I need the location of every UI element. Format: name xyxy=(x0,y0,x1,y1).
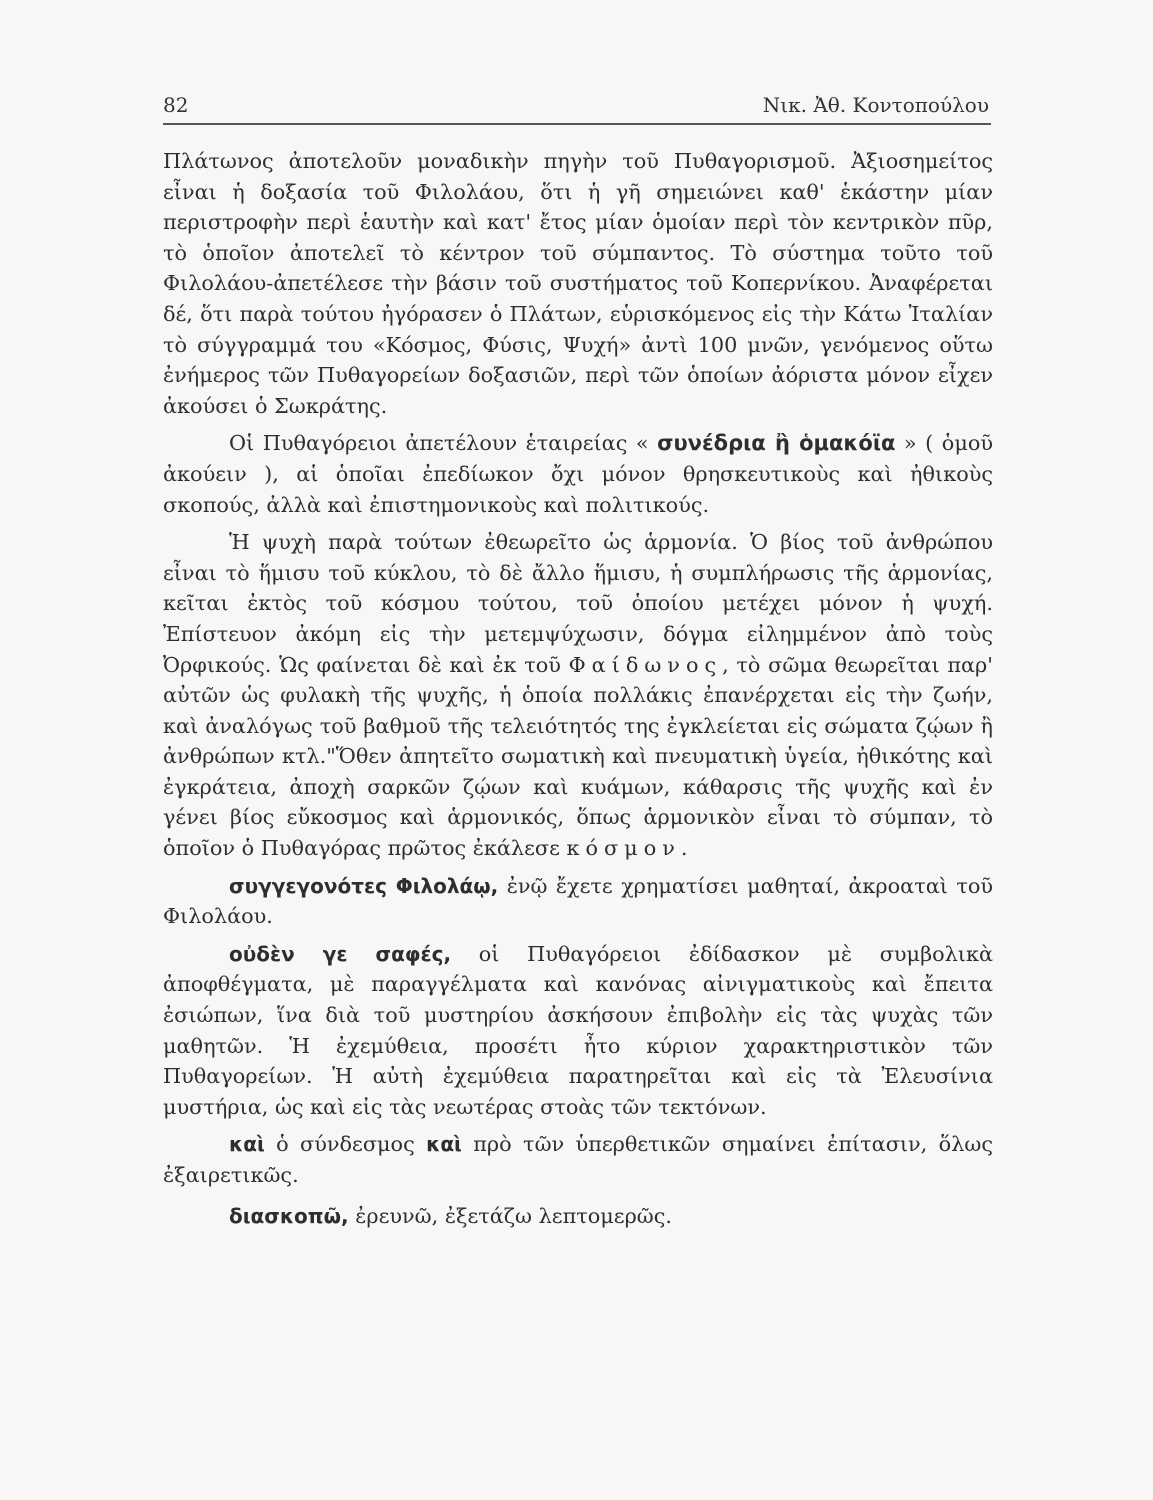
running-header xyxy=(163,93,991,125)
gloss-text-3: πρὸ τῶν ὑπερθετικῶν σημαίνει ἐπίτασιν, ὅλως ἐξαιρετικῶς. xyxy=(163,1132,993,1187)
gloss-term-4: διασκοπῶ, xyxy=(229,1203,349,1228)
gloss-entry-1 xyxy=(163,871,993,932)
paragraph-3-part1: Ἡ ψυχὴ παρὰ τούτων ἐθεωρεῖτο ὡς ἁρμονία. Ὁ βίος τοῦ ἀνθρώπου εἶναι τὸ ἥμισυ τοῦ κύκλου, τὸ δὲ ἄλλο ἥμισυ, ἡ συμπλήρωσις τῆς ἁρμονίας, κεῖται ἐκτὸς τοῦ κόσμου τούτου, τοῦ ὁποίου μετέχει μόνον ἡ ψυχή. Ἐπίστευον ἀκόμη εἰς τὴν μετεμψύχωσιν, δόγμα εἰλημμένον ἀπὸ τοὺς Ὀρφικούς. Ὡς φαίνεται δὲ καὶ ἐκ τοῦ xyxy=(163,530,993,677)
gloss-term-1: συγγεγονότες Φιλολάῳ, xyxy=(229,873,499,898)
gloss-text-4: ἐρευνῶ, ἐξετάζω λεπτομερῶς. xyxy=(348,1203,673,1228)
paragraph-3-part2: , τὸ σῶμα θεωρεῖται παρ' αὐτῶν ὡς φυλακὴ τῆς ψυχῆς, ἡ ὁποία πολλάκις ἐπανέρχεται εἰς τὴν ζωήν, καὶ ἀναλόγως τοῦ βαθμοῦ τῆς τελειότητός της ἐγκλείεται εἰς σώματα ζῴων ἢ ἀνθρώπων κτλ."Ὅθεν ἀπητεῖτο σωματικὴ καὶ πνευματικὴ ὑγεία, ἠθικότης καὶ ἐγκράτεια, ἀποχὴ σαρκῶν ζῴων καὶ κυάμων, κάθαρσις τῆς ψυχῆς καὶ ἐν γένει βίος εὔκοσμος καὶ ἁρμονικός, ὅπως ἁρμονικὸν εἶναι τὸ σύμπαν, τὸ ὁποῖον ὁ Πυθαγόρας πρῶτος ἐκάλεσε xyxy=(163,652,994,861)
running-author: Νικ. Ἀθ. Κοντοπούλου xyxy=(762,93,989,117)
paragraph-2-before: Οἱ Πυθαγόρειοι ἀπετέλουν ἑταιρείας « xyxy=(229,431,658,456)
spaced-kosmon: κόσμον xyxy=(566,836,681,861)
gloss-entry-4 xyxy=(163,1201,993,1232)
paragraph-2 xyxy=(163,428,993,520)
paragraph-3-part3: . xyxy=(680,836,688,861)
gloss-mid-3: ὁ σύνδεσμος xyxy=(264,1132,427,1157)
gloss-text-1: ἐνῷ ἔχετε χρηματίσει μαθηταί, ἀκροαταὶ τοῦ Φιλολάου. xyxy=(163,873,993,929)
gloss-text-2: οἱ Πυθαγόρειοι ἐδίδασκον μὲ συμβολικὰ ἀποφθέγματα, μὲ παραγγέλματα καὶ κανόνας αἰνιγματικοὺς καὶ ἔπειτα ἐσιώπων, ἵνα διὰ τοῦ μυστηρίου ἀσκήσουν ἐπιβολὴν εἰς τὰς ψυχὰς τῶν μαθητῶν. Ἡ ἐχεμύθεια, προσέτι ἦτο κύριον χαρακτηριστικὸν τῶν Πυθαγορείων. Ἡ αὐτὴ ἐχεμύθεια παρατηρεῖται καὶ εἰς τὰ Ἐλευσίνια μυστήρια, ὡς καὶ εἰς τὰς νεωτέρας στοὰς τῶν τεκτόνων. xyxy=(163,941,993,1119)
gloss-entry-2 xyxy=(163,939,993,1123)
term-synedria: συνέδρια ἢ ὁμακόϊα xyxy=(657,431,896,456)
paragraph-1 xyxy=(163,146,993,421)
gloss-term-3b: καὶ xyxy=(426,1132,462,1157)
gloss-term-2: οὐδὲν γε σαφές, xyxy=(229,941,452,966)
gloss-entry-3 xyxy=(163,1129,993,1190)
page-body xyxy=(163,146,993,1238)
page-number: 82 xyxy=(163,93,189,117)
paragraph-1-text: Πλάτωνος ἀποτελοῦν μοναδικὴν πηγὴν τοῦ Πυθαγορισμοῦ. Ἀξιοσημείτος εἶναι ἡ δοξασία τοῦ Φιλολάου, ὅτι ἡ γῆ σημειώνει καθ' ἑκάστην μίαν περιστροφὴν περὶ ἑαυτὴν καὶ κατ' ἔτος μίαν ὁμοίαν περὶ τὸν κεντρικὸν πῦρ, τὸ ὁποῖον ἀποτελεῖ τὸ κέντρον τοῦ σύμπαντος. Τὸ σύστημα τοῦτο τοῦ Φιλολάου-ἀπετέλεσε τὴν βάσιν τοῦ συστήματος τοῦ Κοπερνίκου. Ἀναφέρεται δέ, ὅτι παρὰ τούτου ἠγόρασεν ὁ Πλάτων, εὑρισκόμενος εἰς τὴν Κάτω Ἰταλίαν τὸ σύγγραμμά του «Κόσμος, Φύσις, Ψυχή» ἀντὶ 100 μνῶν, γενόμενος οὕτω ἐνήμερος τῶν Πυθαγορείων δοξασιῶν, περὶ τῶν ὁποίων ἀόριστα μόνον εἶχεν ἀκούσει ὁ Σωκράτης. xyxy=(163,149,993,418)
paragraph-2-after: » ( ὁμοῦ ἀκούειν ), αἱ ὁποῖαι ἐπεδίωκον ὄχι μόνον θρησκευτικοὺς καὶ ἠθικοὺς σκοπούς, ἀλλὰ καὶ ἐπιστημονικοὺς καὶ πολιτικούς. xyxy=(163,431,993,517)
gloss-term-3a: καὶ xyxy=(229,1132,265,1157)
paragraph-3 xyxy=(163,527,993,864)
spaced-phaidonos: Φαίδωνος xyxy=(568,652,723,677)
